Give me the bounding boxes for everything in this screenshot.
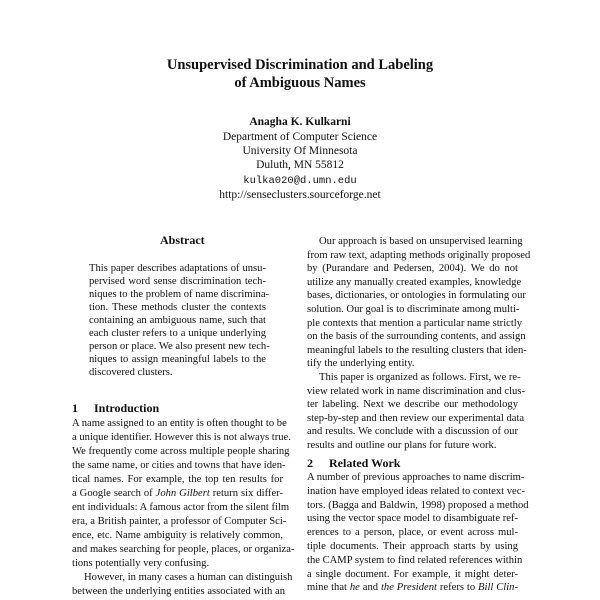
author-email: kulka020@d.umn.edu: [243, 175, 357, 187]
text-span: a Google search of: [72, 488, 156, 499]
text-line: using the vector space model to disambiguate ref-: [307, 513, 518, 525]
section-heading-introduction: [72, 401, 159, 415]
text-line: niques to assign meaningful labels to the: [89, 354, 266, 365]
text-line: ence, etc. Name ambiguity is relatively common,: [72, 530, 283, 541]
section-number: 2: [307, 456, 313, 470]
text-line: erences to a person, place, or event across mul-: [307, 527, 518, 539]
text-line: between the underlying entities associated with an: [72, 586, 285, 597]
italic-term: John Gilbert: [155, 488, 210, 499]
text-line: A name assigned to an entity is often thought to be: [72, 418, 287, 429]
text-line: and results. We conclude with a discussion of our: [307, 426, 518, 438]
text-line: tion. These methods cluster the contexts: [89, 302, 266, 313]
text-line: However, in many cases a human can distinguish: [84, 572, 293, 583]
author-dept: Department of Computer Science: [222, 131, 378, 143]
text-line: from raw text, adapting methods originally proposed: [307, 249, 531, 261]
section-number: 1: [72, 401, 78, 415]
text-line: tors. (Bagga and Baldwin, 1998) proposed a method: [307, 499, 529, 511]
text-line: tiple documents. Their approach starts by using: [307, 541, 518, 552]
text-line: bases, dictionaries, or ontologies in formulating our: [307, 290, 526, 302]
text-line: the same name, or cities and towns that have iden-: [72, 460, 286, 471]
text-line: solution. Our goal is to discriminate among multi-: [307, 304, 520, 315]
paper-title-line-1: Unsupervised Discrimination and Labeling: [166, 57, 434, 73]
text-line: tions potentially very confusing.: [72, 558, 210, 569]
text-line: and makes searching for people, places, or organiza-: [72, 544, 295, 555]
text-line: [72, 488, 283, 500]
section-title: Related Work: [329, 456, 401, 470]
text-line: We frequently come across multiple people sharing: [72, 446, 290, 457]
section-title: Introduction: [94, 401, 160, 415]
text-line: meaningful labels to the resulting clusters that iden-: [307, 344, 527, 356]
text-line: a unique identifier. However this is not always true.: [72, 432, 291, 443]
section-heading-related-work: [307, 456, 400, 470]
text-span: return six differ-: [209, 488, 283, 499]
author-city: Duluth, MN 55812: [256, 159, 344, 171]
text-line: ent individuals: A famous actor from the silent film: [72, 502, 290, 513]
text-line: discovered clusters.: [89, 367, 173, 378]
author-university: University Of Minnesota: [242, 145, 358, 157]
text-span: refers to: [437, 582, 479, 594]
text-span: mine that: [307, 582, 350, 594]
paper-title-line-2: of Ambiguous Names: [234, 75, 366, 91]
text-line: on the basis of the surrounding contents, and assign: [307, 331, 526, 343]
text-line: a single document. For example, it might deter-: [307, 568, 518, 580]
text-line: ple contexts that mention a particular name strictly: [307, 317, 523, 329]
text-span: and: [359, 582, 381, 594]
text-line: This paper is organized as follows. First, we re-: [319, 372, 521, 383]
text-line: containing an ambiguous name, such that: [89, 315, 266, 326]
text-line: [307, 582, 518, 594]
text-line: pervised word sense discrimination tech-: [89, 276, 266, 287]
text-line: ter labeling. Next we describe our methodology: [307, 399, 518, 411]
italic-term: he: [349, 582, 360, 594]
text-line: Our approach is based on unsupervised learning: [319, 236, 523, 247]
text-line: by (Purandare and Pedersen, 2004). We do not: [307, 263, 518, 275]
text-line: A number of previous approaches to name discrim-: [307, 472, 525, 483]
text-line: results and outline our plans for future work.: [307, 440, 497, 451]
author-name: Anagha K. Kulkarni: [249, 116, 351, 128]
text-line: step-by-step and then review our experimental data: [307, 412, 525, 424]
text-line: view related work in name discrimination and clus-: [307, 385, 525, 397]
italic-term: Bill Clin-: [478, 582, 519, 594]
text-line: utilize any manually created examples, knowledge: [307, 276, 522, 288]
text-line: the CAMP system to find related references within: [307, 554, 523, 566]
italic-term: the President: [380, 582, 437, 594]
text-line: ination have employed ideas related to context vec-: [307, 485, 525, 497]
text-line: niques to the problem of name discrimina-: [89, 289, 270, 300]
abstract-heading: Abstract: [160, 233, 205, 247]
text-line: each cluster refers to a unique underlying: [89, 328, 266, 339]
text-line: tical names. For example, the top ten results for: [72, 474, 283, 485]
text-line: tify the underlying entity.: [307, 358, 415, 370]
author-url: http://senseclusters.sourceforge.net: [219, 189, 381, 201]
text-line: person or place. We also present new tech-: [89, 341, 270, 352]
text-line: era, a British painter, a professor of Computer Sci-: [72, 516, 287, 527]
text-line: This paper describes adaptations of unsu-: [89, 263, 266, 274]
